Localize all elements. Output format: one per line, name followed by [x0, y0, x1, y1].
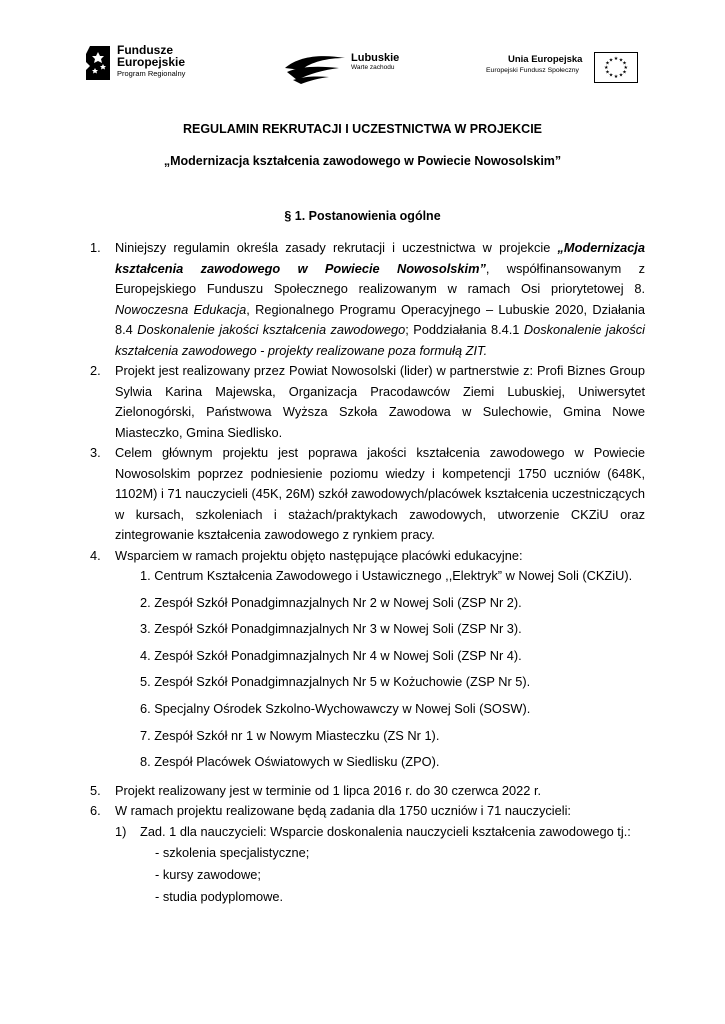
p1-subaction-name: Doskonalenie jakości kształcenia zawodowego - projekty realizowane poza formułą ZIT. [115, 322, 645, 358]
svg-text:★: ★ [622, 60, 627, 67]
svg-text:★: ★ [605, 69, 610, 76]
list-item: 2. Zespół Szkół Ponadgimnazjalnych Nr 2 w Nowej Soli (ZSP Nr 2). [140, 594, 522, 610]
institutions-list [115, 566, 645, 779]
p1-text-e: , Regionalnego Programu Operacyjnego – Lubuskie 2020, Działania 8.4 [115, 301, 645, 337]
lubuskie-logo [283, 50, 423, 86]
svg-text:★: ★ [613, 74, 619, 80]
paragraph-number: 3. [90, 445, 101, 460]
paragraph-text: W ramach projektu realizowane będą zadania dla 1750 uczniów i 71 nauczycieli: [115, 803, 571, 819]
paragraph-3 [90, 443, 645, 546]
paragraph-number: 6. [90, 803, 101, 819]
list-item: 8. Zespół Placówek Oświatowych w Siedlisku (ZPO). [140, 754, 440, 770]
fe-line3: Program Regionalny [117, 69, 186, 78]
list-item: - szkolenia specjalistyczne; [155, 845, 310, 861]
paragraph-number: 4. [90, 547, 101, 563]
section-heading: § 1. Postanowienia ogólne [284, 209, 441, 223]
p1-text-a: Niniejszy regulamin określa zasady rekrutacji i uczestnictwa w projekcie [115, 240, 558, 255]
paragraph-text: Celem głównym projektu jest poprawa jakości kształcenia zawodowego w Powiecie Nowosolskim poprzez podniesienie poziomu wiedzy i kompetencji 1750 uczniów (648K, 1102M) i 71 nauczycieli (45K, 26M) szkół zawodowych/placówek kształcenia uczestniczących w kursach, szkoleniach i stażach/praktykach zawodowych, utworzenie CKZiU oraz zintegrowanie kształcenia zawodowego z rynkiem pracy. [115, 445, 645, 542]
svg-text:★: ★ [605, 60, 610, 67]
paragraph-4 [90, 546, 645, 779]
p1-priority-axis: Nowoczesna Edukacja [115, 301, 247, 317]
svg-text:★: ★ [623, 65, 629, 71]
svg-text:★: ★ [603, 65, 609, 71]
list-item: 3. Zespół Szkół Ponadgimnazjalnych Nr 3 w Nowej Soli (ZSP Nr 3). [140, 621, 522, 637]
fe-line2: Europejskie [117, 55, 186, 69]
list-item: 1. Centrum Kształcenia Zawodowego i Ustawicznego ,,Elektryk” w Nowej Soli (CKZiU). [140, 568, 633, 583]
paragraph-5 [90, 781, 645, 802]
svg-text:★: ★ [618, 72, 624, 79]
svg-text:★: ★ [613, 56, 619, 62]
p1-text-g: ; Poddziałania 8.4.1 [405, 322, 524, 337]
p1-action-name: Doskonalenie jakości kształcenia zawodowego [137, 322, 406, 337]
list-item: - studia podyplomowe. [155, 889, 284, 905]
list-item: 5. Zespół Szkół Ponadgimnazjalnych Nr 5 w Kożuchowie (ZSP Nr 5). [140, 674, 531, 690]
project-name: „Modernizacja kształcenia zawodowego w Powiecie Nowosolskim” [115, 240, 645, 276]
list-item: 7. Zespół Szkół nr 1 w Nowym Miasteczku (ZS Nr 1). [140, 727, 440, 743]
fe-star-flag-icon [84, 44, 112, 82]
paragraph-text: Projekt jest realizowany przez Powiat Nowosolski (lider) w partnerstwie z: Profi Biznes Group Sylwia Karina Majewska, Organizacja Pracodawców Ziemi Lubuskiej, Uniwersytet Zielonogórski, Państwowa Wyższa Szkoła Zawodowa w Sulechowie, Gmina Nowe Miasteczko, Gmina Siedlisko. [115, 363, 645, 440]
paragraph-text: Wsparciem w ramach projektu objęto następujące placówki edukacyjne: [115, 547, 523, 563]
page-header [0, 40, 725, 90]
document-title: REGULAMIN REKRUTACJI I UCZESTNICTWA W PROJEKCIE [182, 122, 543, 136]
paragraph-2 [90, 361, 645, 443]
svg-text:★: ★ [618, 57, 624, 64]
task-1 [115, 822, 645, 909]
list-item: 4. Zespół Szkół Ponadgimnazjalnych Nr 4 w Nowej Soli (ZSP Nr 4). [140, 647, 522, 663]
ue-line2: Europejski Fundusz Społeczny [486, 67, 579, 74]
unia-europejska-logo [486, 54, 641, 90]
task-text: Zad. 1 dla nauczycieli: Wsparcie doskonalenia nauczycieli kształcenia zawodowego tj.: [140, 823, 631, 839]
paragraph-number: 2. [90, 363, 101, 378]
document-subtitle: „Modernizacja kształcenia zawodowego w Powiecie Nowosolskim” [163, 154, 562, 168]
eu-flag-icon [594, 52, 638, 83]
ue-line1: Unia Europejska [508, 54, 583, 65]
lubuskie-wave-icon [283, 50, 347, 84]
lubuskie-tagline: Warte zachodu [351, 64, 395, 71]
p1-text-c: , współfinansowanym z Europejskiego Funduszu Społecznego realizowanym w ramach Osi priorytetowej 8. [115, 260, 645, 296]
svg-text:★: ★ [622, 69, 627, 76]
document-body [90, 238, 645, 908]
fe-line1: Fundusze [117, 43, 173, 57]
fundusze-europejskie-logo [84, 42, 204, 86]
paragraph-text: Projekt realizowany jest w terminie od 1 lipca 2016 r. do 30 czerwca 2022 r. [115, 782, 542, 798]
paragraph-6 [90, 801, 645, 908]
list-item: - kursy zawodowe; [155, 867, 261, 883]
svg-text:★: ★ [608, 57, 614, 64]
paragraph-number: 5. [90, 782, 101, 798]
task-number: 1) [115, 823, 127, 839]
paragraph-1 [90, 238, 645, 361]
svg-text:★: ★ [608, 72, 614, 79]
list-item: 6. Specjalny Ośrodek Szkolno-Wychowawczy w Nowej Soli (SOSW). [140, 700, 531, 716]
lubuskie-name: Lubuskie [351, 52, 400, 64]
paragraph-number: 1. [90, 240, 101, 255]
